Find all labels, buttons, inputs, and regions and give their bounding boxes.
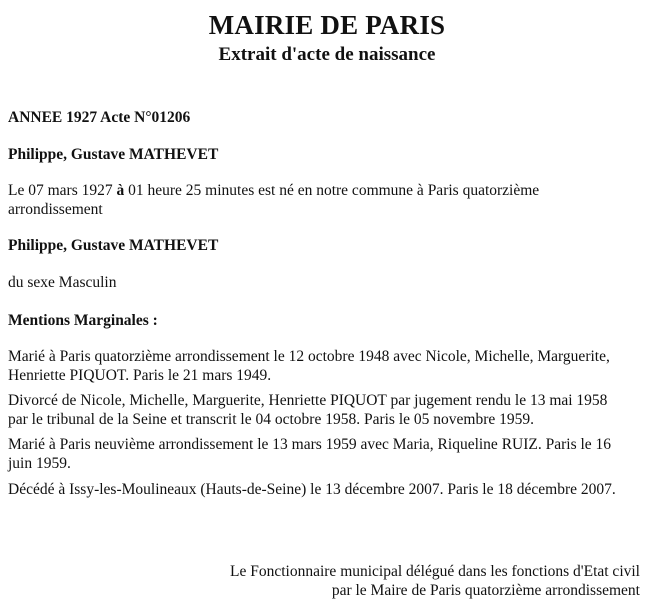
document-title: MAIRIE DE PARIS	[208, 10, 446, 40]
mention-death: Décédé à Issy-les-Moulineaux (Hauts-de-Seine) le 13 décembre 2007. Paris le 18 décembre 2007.	[8, 481, 616, 498]
mention-divorce-line-1: Divorcé de Nicole, Michelle, Marguerite, Henriette PIQUOT par jugement rendu le 13 mai 1958	[8, 392, 608, 409]
birth-statement-line-2: arrondissement	[8, 201, 103, 218]
birth-text-bold: à	[116, 182, 125, 199]
mention-divorce-line-2: par le tribunal de la Seine et transcrit le 04 octobre 1958. Paris le 05 novembre 1959.	[8, 411, 534, 428]
mention-marriage-1-line-2: Henriette PIQUOT. Paris le 21 mars 1949.	[8, 367, 272, 384]
birth-text-end: 01 heure 25 minutes est né en notre commune à Paris quatorzième	[124, 182, 540, 199]
signature-line-1: Le Fonctionnaire municipal délégué dans les fonctions d'Etat civil	[230, 563, 640, 580]
mention-marriage-1-line-1: Marié à Paris quatorzième arrondissement le 12 octobre 1948 avec Nicole, Michelle, Marguerite,	[8, 348, 610, 365]
birth-statement-line-1	[8, 181, 539, 200]
person-name-repeat: Philippe, Gustave MATHEVET	[8, 237, 219, 254]
mention-marriage-2-line-1: Marié à Paris neuvième arrondissement le 13 mars 1959 avec Maria, Riqueline RUIZ. Paris le 16	[8, 436, 612, 453]
document-subtitle: Extrait d'acte de naissance	[218, 44, 436, 65]
mentions-heading: Mentions Marginales :	[8, 312, 158, 329]
sex-statement: du sexe Masculin	[8, 274, 117, 291]
mention-marriage-2-line-2: juin 1959.	[8, 455, 71, 472]
signature-line-2: par le Maire de Paris quatorzième arrondissement	[331, 582, 640, 599]
year-act-number: ANNEE 1927 Acte N°01206	[8, 109, 191, 126]
birth-text-start: Le 07 mars 1927	[8, 182, 117, 199]
person-name: Philippe, Gustave MATHEVET	[8, 146, 219, 163]
